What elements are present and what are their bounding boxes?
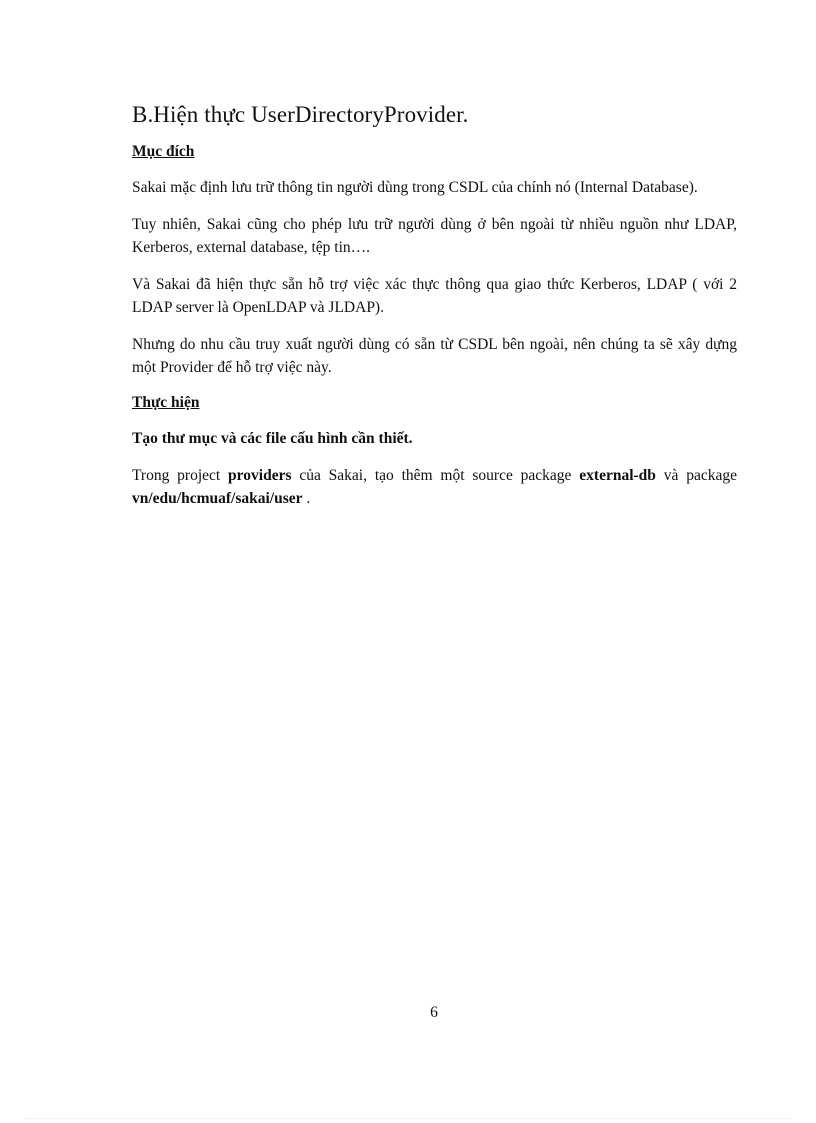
external-db-package-name: external-db — [579, 467, 656, 484]
step-text-part-4: . — [302, 490, 311, 507]
purpose-paragraph-1: Sakai mặc định lưu trữ thông tin người dùng trong CSDL của chính nó (Internal Database). — [132, 179, 698, 196]
step-text-part-2: của Sakai, tạo thêm một source package — [291, 467, 580, 484]
purpose-paragraph-4: Nhưng do nhu cầu truy xuất người dùng có sẵn từ CSDL bên ngoài, nên chúng ta sẽ xây dựng một Provider để hỗ trợ việc này. — [132, 336, 737, 376]
step-title: Tạo thư mục và các file cấu hình cần thiết. — [132, 430, 413, 447]
section-heading: B.Hiện thực UserDirectoryProvider. — [132, 102, 469, 127]
package-path: vn/edu/hcmuaf/sakai/user — [132, 490, 303, 507]
step-text-part-1: Trong project — [132, 467, 229, 484]
step-text-part-3: và package — [655, 467, 737, 484]
implementation-subheading: Thực hiện — [132, 394, 200, 411]
providers-project-name: providers — [228, 467, 292, 484]
page-bottom-divider — [24, 1118, 792, 1119]
page-content — [132, 100, 737, 524]
page-number: 6 — [430, 1004, 438, 1021]
step-paragraph — [132, 464, 737, 510]
purpose-paragraph-3: Và Sakai đã hiện thực sẵn hỗ trợ việc xác thực thông qua giao thức Kerberos, LDAP ( với 2 LDAP server là OpenLDAP và JLDAP). — [132, 276, 737, 316]
purpose-paragraph-2: Tuy nhiên, Sakai cũng cho phép lưu trữ người dùng ở bên ngoài từ nhiều nguồn như LDAP, Kerberos, external database, tệp tin…. — [132, 216, 737, 256]
purpose-subheading: Mục đích — [132, 143, 195, 160]
